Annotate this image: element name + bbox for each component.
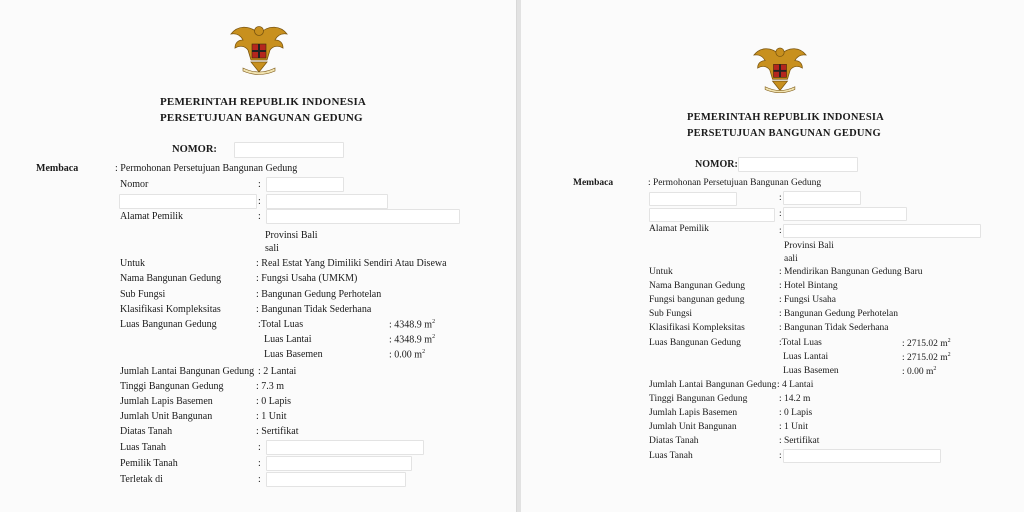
header-line-1: PEMERINTAH REPUBLIK INDONESIA — [160, 96, 367, 108]
klasifikasi-label: Klasifikasi Kompleksitas — [649, 323, 745, 333]
luas-bangunan-label: Luas Bangunan Gedung — [120, 319, 217, 330]
nomor-label: NOMOR: — [172, 144, 217, 155]
total-luas-value: : 2715.02 $m^2$ — [902, 338, 951, 350]
luas-tanah-label: Luas Tanah — [649, 451, 693, 461]
diatas-value: : Sertifikat — [256, 426, 299, 437]
header-line-1: PEMERINTAH REPUBLIK INDONESIA — [687, 112, 884, 123]
membaca-value: : Permohonan Persetujuan Bangunan Gedung — [115, 163, 298, 174]
kota-text: aali — [784, 254, 798, 264]
colon: : — [258, 179, 261, 190]
colon: : — [258, 474, 261, 485]
unit-label: Jumlah Unit Bangunan — [649, 422, 737, 432]
diatas-label: Diatas Tanah — [120, 426, 173, 437]
luas-lantai-label: Luas Lantai — [783, 352, 829, 362]
luas-basemen-label: Luas Basemen — [783, 366, 839, 376]
tinggi-value: : 14.2 m — [779, 394, 811, 404]
lapis-label: Jumlah Lapis Basemen — [120, 396, 213, 407]
redacted-label — [649, 192, 737, 206]
subfungsi-label: Sub Fungsi — [649, 309, 693, 319]
total-luas-value: : 4348.9 $m^2$ — [389, 319, 436, 331]
fungsi-label: Fungsi bangunan gedung — [649, 295, 745, 305]
terletak-label: Terletak di — [120, 474, 163, 485]
nama-label: Nama Bangunan Gedung — [649, 281, 746, 291]
redacted-label — [649, 208, 775, 222]
lapis-value: : 0 Lapis — [256, 396, 291, 407]
colon: : — [258, 211, 261, 222]
untuk-value: : Mendirikan Bangunan Gedung Baru — [779, 267, 923, 277]
luas-lantai-label: Luas Lantai — [264, 334, 312, 345]
colon: : — [258, 196, 261, 207]
provinsi-text: Provinsi Bali — [265, 230, 318, 241]
redacted-alamat — [266, 209, 460, 224]
luas-bangunan-label: Luas Bangunan Gedung — [649, 338, 741, 348]
untuk-label: Untuk — [649, 267, 673, 277]
redacted-nomor — [738, 157, 858, 172]
nama-label: Nama Bangunan Gedung — [120, 273, 222, 284]
header-line-2: PERSETUJUAN BANGUNAN GEDUNG — [160, 112, 363, 124]
unit-value: : 1 Unit — [256, 411, 287, 422]
total-luas-label: :Total Luas — [779, 338, 822, 348]
redacted-nomor — [234, 142, 344, 158]
fungsi-value: : Fungsi Usaha — [779, 295, 836, 305]
diatas-value: : Sertifikat — [779, 436, 820, 446]
jumlah-lantai-label: Jumlah Lantai Bangunan Gedung — [120, 366, 255, 377]
luas-basemen-value: : 0.00 $m^2$ — [389, 349, 426, 361]
alamat-label: Alamat Pemilik — [649, 224, 709, 234]
nomor-field-label: Nomor — [120, 179, 149, 190]
colon: : — [779, 226, 782, 236]
nomor-label: NOMOR: — [695, 159, 738, 170]
lapis-value: : 0 Lapis — [779, 408, 813, 418]
subfungsi-label: Sub Fungsi — [120, 289, 166, 300]
lapis-label: Jumlah Lapis Basemen — [649, 408, 738, 418]
colon: : — [779, 209, 782, 219]
total-luas-label: :Total Luas — [258, 319, 304, 330]
colon: : — [779, 193, 782, 203]
garuda-emblem-icon — [229, 20, 289, 78]
jumlah-lantai-label: Jumlah Lantai Bangunan Gedung — [649, 380, 777, 390]
pemilik-tanah-label: Pemilik Tanah — [120, 458, 178, 469]
membaca-label: Membaca — [573, 178, 614, 188]
alamat-label: Alamat Pemilik — [120, 211, 184, 222]
redacted-luas-tanah — [783, 449, 941, 463]
luas-lantai-value: : 2715.02 $m^2$ — [902, 352, 951, 364]
redacted-terletak — [266, 472, 406, 487]
diatas-label: Diatas Tanah — [649, 436, 699, 446]
jumlah-lantai-value: : 2 Lantai — [258, 366, 297, 377]
redacted-luas-tanah — [266, 440, 424, 455]
klasifikasi-label: Klasifikasi Kompleksitas — [120, 304, 221, 315]
unit-value: : 1 Unit — [779, 422, 809, 432]
subfungsi-value: : Bangunan Gedung Perhotelan — [779, 309, 898, 319]
redacted-value — [266, 194, 388, 209]
membaca-label: Membaca — [36, 163, 79, 174]
nama-value: : Fungsi Usaha (UMKM) — [256, 273, 358, 284]
luas-basemen-label: Luas Basemen — [264, 349, 323, 360]
tinggi-value: : 7.3 m — [256, 381, 285, 392]
redacted-value — [783, 191, 861, 205]
nama-value: : Hotel Bintang — [779, 281, 838, 291]
tinggi-label: Tinggi Bangunan Gedung — [120, 381, 224, 392]
untuk-label: Untuk — [120, 258, 145, 269]
subfungsi-value: : Bangunan Gedung Perhotelan — [256, 289, 382, 300]
colon: : — [258, 458, 261, 469]
jumlah-lantai-value: : 4 Lantai — [777, 380, 814, 390]
klasifikasi-value: : Bangunan Tidak Sederhana — [779, 323, 889, 333]
membaca-value: : Permohonan Persetujuan Bangunan Gedung — [648, 178, 822, 188]
colon: : — [779, 451, 782, 461]
tinggi-label: Tinggi Bangunan Gedung — [649, 394, 748, 404]
colon: : — [258, 442, 261, 453]
luas-basemen-value: : 0.00 $m^2$ — [902, 366, 937, 378]
redacted-pemilik-tanah — [266, 456, 412, 471]
klasifikasi-value: : Bangunan Tidak Sederhana — [256, 304, 372, 315]
unit-label: Jumlah Unit Bangunan — [120, 411, 213, 422]
kota-text: sali — [265, 243, 279, 254]
luas-tanah-label: Luas Tanah — [120, 442, 167, 453]
untuk-value: : Real Estat Yang Dimiliki Sendiri Atau Disewa — [256, 258, 447, 269]
redacted-nomor-value — [266, 177, 344, 192]
luas-lantai-value: : 4348.9 $m^2$ — [389, 334, 436, 346]
header-line-2: PERSETUJUAN BANGUNAN GEDUNG — [687, 128, 881, 139]
document-page-right — [521, 0, 1024, 512]
redacted-alamat — [783, 224, 981, 238]
garuda-emblem-icon — [752, 42, 808, 96]
provinsi-text: Provinsi Bali — [784, 241, 834, 251]
redacted-label — [119, 194, 257, 209]
redacted-value — [783, 207, 907, 221]
